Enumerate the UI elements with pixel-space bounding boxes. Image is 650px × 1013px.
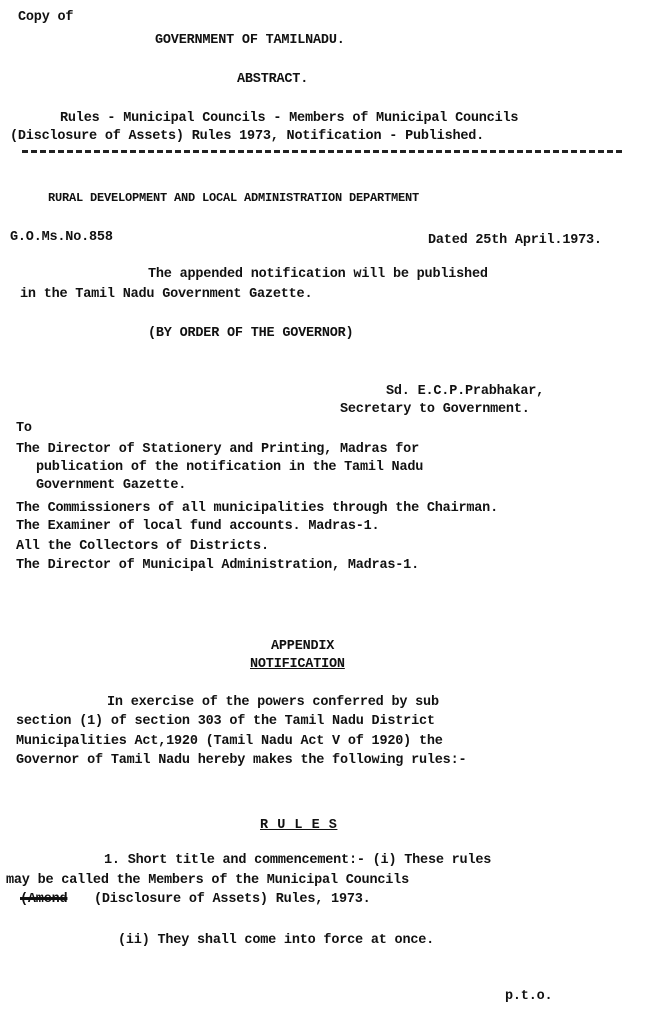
recipient-line: The Director of Municipal Administration, Madras-1. [16,558,419,573]
department-heading: RURAL DEVELOPMENT AND LOCAL ADMINISTRATION DEPARTMENT [48,191,420,205]
rule-1-line-2: may be called the Members of the Municipal Councils [6,873,409,888]
body-line-2: in the Tamil Nadu Government Gazette. [20,287,313,302]
signature-title: Secretary to Government. [340,402,530,417]
appendix-para-line: Governor of Tamil Nadu hereby makes the following rules:- [16,753,467,768]
recipient-line: Government Gazette. [36,478,187,493]
by-order-line: (BY ORDER OF THE GOVERNOR) [148,326,354,341]
struck-word: (Amend [20,892,68,907]
dashed-rule [22,150,622,153]
rule-1-subclause-ii: (ii) They shall come into force at once. [118,933,435,948]
appendix-para-line: section (1) of section 303 of the Tamil Nadu District [16,714,435,729]
notification-heading: NOTIFICATION [250,657,345,672]
appendix-para-line: Municipalities Act,1920 (Tamil Nadu Act V of 1920) the [16,734,443,749]
copy-of-label: Copy of [18,10,74,25]
rule-1-line-3: (Disclosure of Assets) Rules, 1973. [94,892,371,907]
recipient-line: All the Collectors of Districts. [16,539,269,554]
go-number: G.O.Ms.No.858 [10,230,113,245]
rules-heading: R U L E S [260,818,338,833]
recipient-line: The Examiner of local fund accounts. Madras-1. [16,519,380,534]
recipient-line: The Commissioners of all municipalities through the Chairman. [16,501,498,516]
subject-line-2: (Disclosure of Assets) Rules 1973, Notification - Published. [10,129,485,144]
subject-line-1: Rules - Municipal Councils - Members of Municipal Councils [60,111,519,126]
to-label: To [16,421,32,436]
appendix-para-line: In exercise of the powers conferred by sub [107,695,439,710]
abstract-heading: ABSTRACT. [237,72,309,87]
recipient-line: The Director of Stationery and Printing, Madras for [16,442,419,457]
government-heading: GOVERNMENT OF TAMILNADU. [155,33,345,48]
appendix-heading: APPENDIX [271,639,335,654]
rule-1-line-1: 1. Short title and commencement:- (i) These rules [104,853,492,868]
order-date: Dated 25th April.1973. [428,233,602,248]
pto-label: p.t.o. [505,989,553,1004]
recipient-line: publication of the notification in the Tamil Nadu [36,460,424,475]
signature-name: Sd. E.C.P.Prabhakar, [386,384,545,399]
body-line-1: The appended notification will be published [148,267,488,282]
